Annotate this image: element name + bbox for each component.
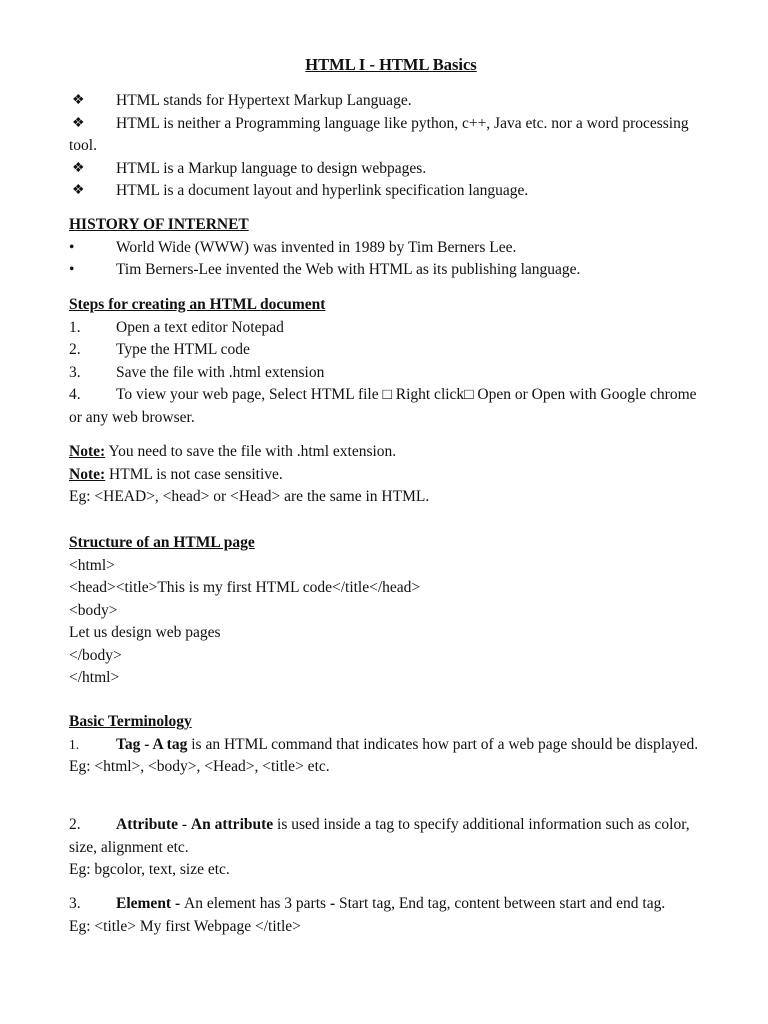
section-heading: Basic Terminology — [69, 713, 192, 730]
list-item: ❖ HTML is a Markup language to design webpages. — [69, 158, 709, 181]
page-title: HTML I - HTML Basics — [305, 55, 477, 74]
list-item: 2. Type the HTML code — [69, 341, 250, 358]
note-line: Note: You need to save the file with .html extension. — [69, 443, 397, 460]
code-line: <html> — [69, 556, 115, 574]
term-item: 1. Tag - A tag is an HTML command that indicates how part of a web page should be displayed. — [69, 735, 699, 753]
steps-section — [69, 294, 709, 429]
list-item: • Tim Berners-Lee invented the Web with HTML as its publishing language. — [69, 259, 709, 282]
list-item: ❖ HTML is neither a Programming language like python, c++, Java etc. nor a word processing tool. — [69, 114, 689, 154]
example-line: Eg: bgcolor, text, size etc. — [69, 861, 230, 878]
terminology-section — [69, 711, 709, 779]
term-item: 2. Attribute - An attribute is used inside a tag to specify additional information such as color, size, alignment etc. — [69, 816, 690, 856]
code-line: </html> — [69, 669, 120, 686]
list-item: • World Wide (WWW) was invented in 1989 by Tim Berners Lee. — [69, 237, 709, 260]
diamond-bullet-icon: ❖ — [72, 115, 85, 131]
diamond-bullet-icon: ❖ — [72, 160, 85, 176]
example-line: Eg: <HEAD>, <head> or <Head> are the same in HTML. — [69, 488, 430, 505]
section-heading: HISTORY OF INTERNET — [69, 216, 249, 233]
notes-section — [69, 441, 709, 509]
term-item-element — [69, 893, 709, 938]
section-heading: Steps for creating an HTML document — [69, 296, 326, 313]
list-item: 3. Save the file with .html extension — [69, 363, 325, 381]
term-item-attribute — [69, 814, 709, 882]
code-line: </body> — [69, 646, 122, 664]
list-item: ❖ HTML is a document layout and hyperlink specification language. — [69, 180, 709, 203]
term-item: 3. Element - An element has 3 parts - Start tag, End tag, content between start and end tag. — [69, 895, 666, 912]
note-line: Note: HTML is not case sensitive. — [69, 465, 283, 483]
diamond-bullet-icon: ❖ — [72, 93, 85, 108]
bullet-icon: • — [69, 261, 75, 278]
section-heading: Structure of an HTML page — [69, 534, 255, 551]
list-item: 4. To view your web page, Select HTML file □ Right click□ Open or Open with Google chrome or any web browser. — [69, 386, 697, 426]
structure-section — [69, 532, 709, 690]
history-section — [69, 214, 709, 282]
example-line: Eg: <title> My first Webpage </title> — [69, 917, 301, 935]
code-line: Let us design web pages — [69, 624, 221, 641]
bullet-icon: • — [69, 238, 75, 256]
example-line: Eg: <html>, <body>, <Head>, <title> etc. — [69, 758, 330, 775]
diamond-bullet-icon: ❖ — [72, 183, 85, 198]
list-item: ❖ HTML stands for Hypertext Markup Language. — [69, 90, 709, 113]
code-line: <body> — [69, 601, 118, 619]
list-item: 1. Open a text editor Notepad — [69, 318, 284, 336]
intro-bullet-list — [69, 90, 709, 203]
code-line: <head><title>This is my first HTML code</title</head> — [69, 579, 421, 596]
